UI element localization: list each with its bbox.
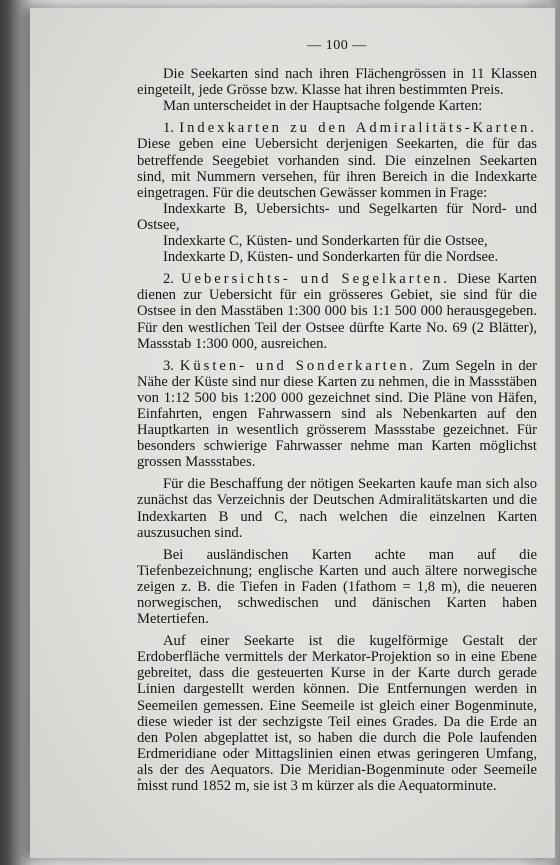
section-heading: Indexkarten zu den Admiralitäts-Karten. bbox=[179, 120, 537, 137]
list-item: Indexkarte C, Küsten- und Sonderkarten für die Ostsee, bbox=[163, 233, 488, 250]
section-number: 3. bbox=[163, 357, 174, 374]
section-heading: Uebersichts- und Segelkarten. bbox=[180, 271, 451, 288]
intro-paragraph: Die Seekarten sind nach ihren Flächengrössen in 11 Klassen eingeteilt, jede Grösse bzw. Klasse hat ihren bestimmten Preis. bbox=[137, 66, 537, 99]
section-heading: Küsten- und Sonderkarten. bbox=[179, 357, 417, 374]
paragraph-beschaffung: Für die Beschaffung der nötigen Seekarten kaufe man sich also zunächst das Verzeichnis der Deutschen Admiralitätskarten und die Indexkarten B und C, nach welchen die einzelnen Karten auszusuchen sind. bbox=[137, 476, 537, 541]
section-text: Diese Karten dienen zur Uebersicht für ein grösseres Gebiet, sie sind für die Ostsee in den Masstäben 1:300 000 bis 1:1 500 000 herausgegeben. Für den westlichen Teil der Ostsee dürfte Karte No. 69 (2 Blätter), Massstab 1:300 000, ausreichen. bbox=[137, 271, 537, 352]
section-text: Zum Segeln in der Nähe der Küste sind nur diese Karten zu nehmen, die in Massstäben von 1:12 500 bis 1:200 000 gezeichnet sind. Die Pläne von Häfen, Einfahrten, engen Fahrwassern sind als Nebenkarten auf den Hauptkarten in wesentlich grösserem Massstabe gezeichnet. Für besonders schwierige Fahrwasser nehme man Karten möglichst grossen Massstabes. bbox=[137, 357, 537, 471]
section-uebersichtskarten bbox=[137, 271, 537, 351]
paragraph-tiefenbezeichnung: Bei ausländischen Karten achte man auf die Tiefenbezeichnung; englische Karten und auch ältere norwegische zeigen z. B. die Tiefen in Faden (1fathom = 1,8 m), die neueren norwegischen, schwedischen und dänischen Karten haben Metertiefen. bbox=[137, 546, 537, 628]
section-number: 2. bbox=[163, 271, 174, 288]
section-indexkarten bbox=[137, 120, 537, 200]
page-text bbox=[137, 38, 537, 800]
list-item: Indexkarte B, Uebersichts- und Segelkarten für Nord- und Ostsee, bbox=[137, 200, 537, 233]
list-item: Indexkarte D, Küsten- und Sonderkarten für die Nordsee. bbox=[163, 249, 499, 266]
section-kuestenkarten bbox=[137, 358, 537, 471]
page-number: — 100 — bbox=[307, 38, 367, 53]
paragraph-merkator-projektion: Auf einer Seekarte ist die kugelförmige Gestalt der Erdoberfläche vermittels der Merkator-Projektion so in eine Ebene gebreitet, dass die gesteuerten Kurse in der Karte durch gerade Linien dargestellt werden können. Die Entfernungen werden in Seemeilen gemessen. Eine Seemeile ist gleich einer Bogenminute, diese wieder ist der sechzigste Teil eines Grades. Da die Erde an den Polen abgeplattet ist, so haben die durch die Pole laufenden Erdmeridiane oder Mittagslinien einen etwas geringeren Umfang, als der des Aequators. Die Meridian-Bogenminute oder Seemeile misst rund 1852 m, sie ist 3 m kürzer als die Aequatorminute. bbox=[137, 633, 537, 795]
section-number: 1. bbox=[163, 120, 174, 137]
section-text: Diese geben eine Uebersicht derjenigen Seekarten, die für das betreffende Seegebiet vorhanden sind. Die einzelnen Seekarten sind, mit Nummern versehen, für ihren Bereich in die Indexkarte eingetragen. Für die deutschen Gewässer kommen in Frage: bbox=[137, 136, 537, 201]
intro-lead-line: Man unterscheidet in der Hauptsache folgende Karten: bbox=[163, 98, 483, 115]
indexkarten-list bbox=[137, 201, 537, 265]
